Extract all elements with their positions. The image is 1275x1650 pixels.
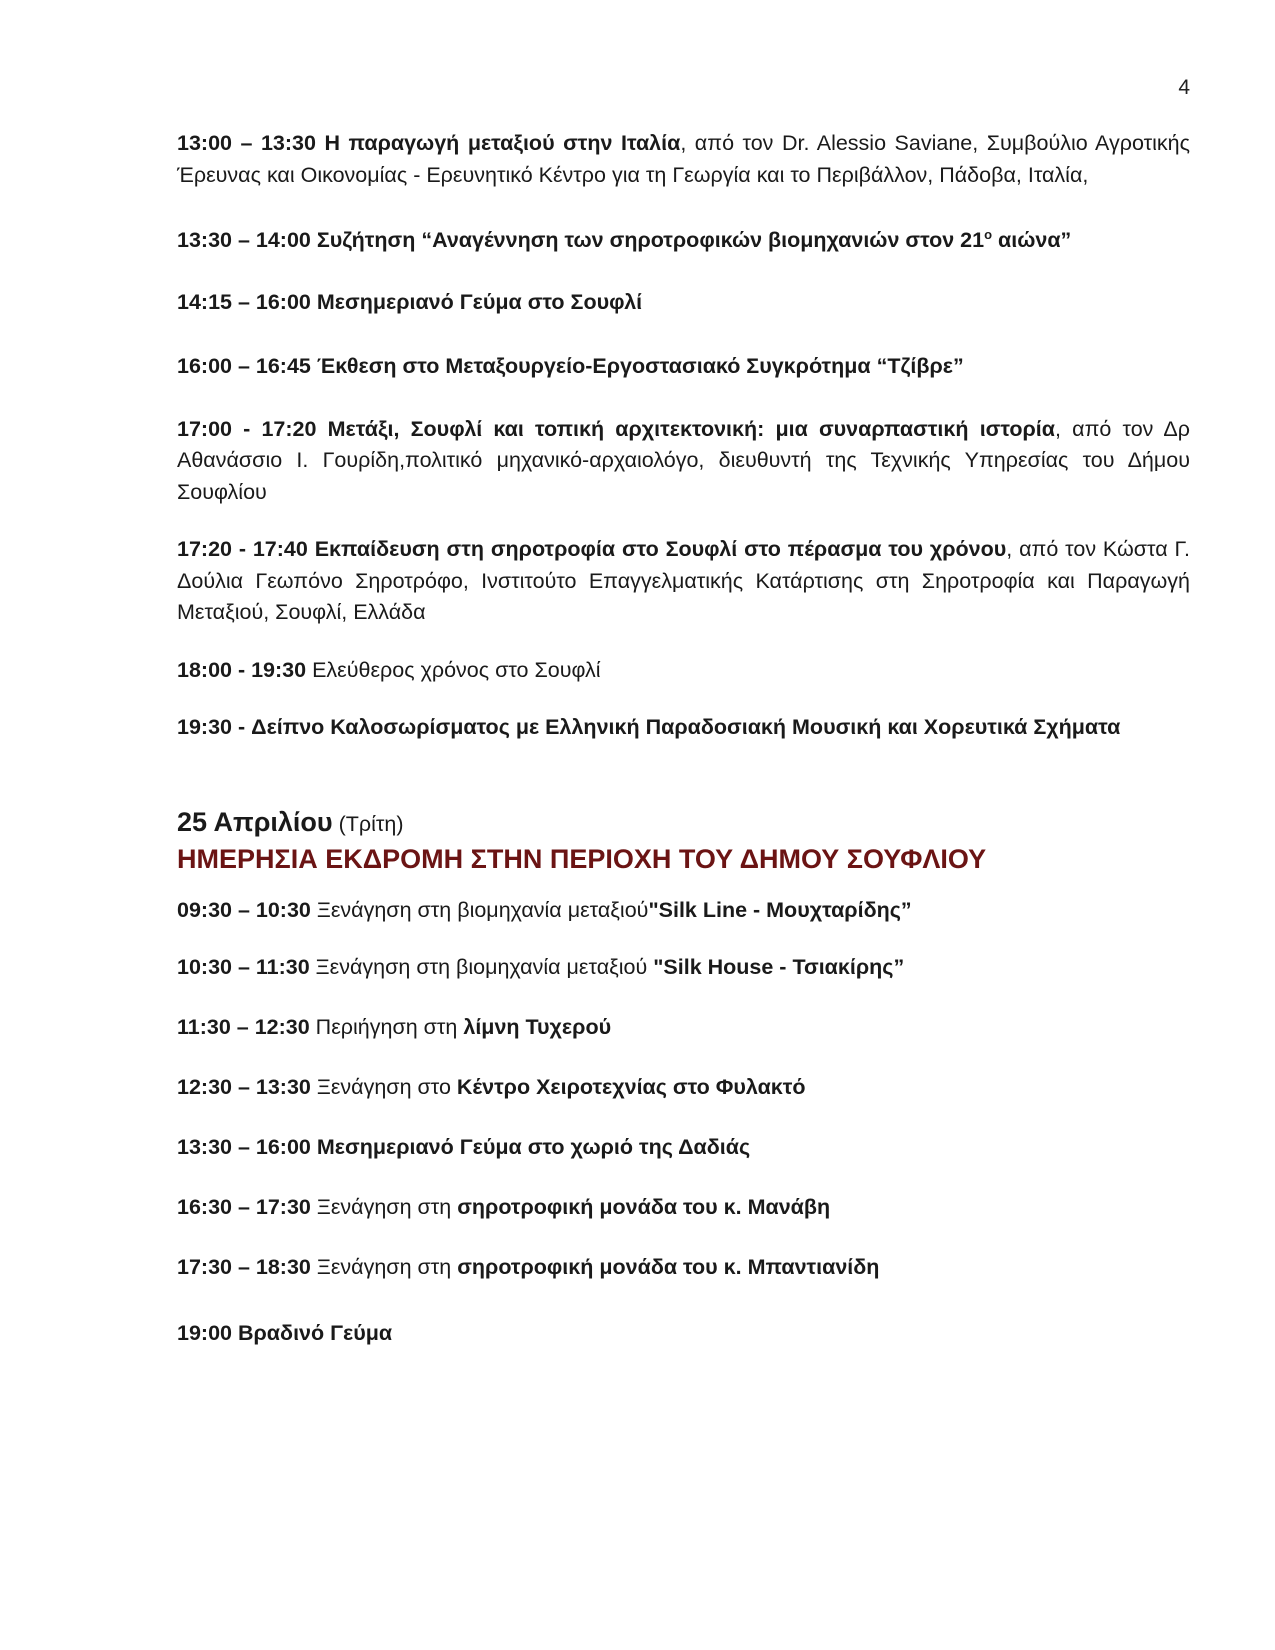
entry-time: 13:30 – 16:00 — [177, 1134, 311, 1159]
tour-entry — [177, 1072, 1190, 1103]
entry-time: 14:15 – 16:00 — [177, 289, 311, 314]
entry-highlight: Κέντρο Χειροτεχνίας στο Φυλακτό — [456, 1074, 806, 1099]
entry-details: , από τον Δρ Αθανάσσιο Ι. Γουρίδη,πολιτικό μηχανικό-αρχαιολόγο, διευθυντή της Τεχνικής Υπηρεσίας του Δήμου Σουφλίου — [177, 416, 1190, 504]
schedule-entry — [177, 712, 1190, 744]
entry-details: Ελεύθερος χρόνος στο Σουφλί — [306, 657, 601, 682]
entry-time: 16:00 – 16:45 — [177, 354, 311, 379]
entry-title: Μεσημεριανό Γεύμα στο Σουφλί — [316, 289, 643, 314]
entry-title: Η παραγωγή μεταξιού στην Ιταλία — [324, 131, 681, 155]
page-number: 4 — [1178, 76, 1190, 99]
entry-time: 12:30 – 13:30 — [177, 1074, 311, 1099]
entry-time: 10:30 – 11:30 — [177, 954, 310, 979]
entry-highlight: Μεσημεριανό Γεύμα στο χωριό της Δαδιάς — [316, 1134, 751, 1159]
entry-highlight: "Silk Line - Μουχταρίδης” — [648, 897, 912, 922]
entry-title: Δείπνο Καλοσωρίσματος με Ελληνική Παραδοσιακή Μουσική και Χορευτικά Σχήματα — [251, 715, 1121, 740]
entry-time: 11:30 – 12:30 — [177, 1014, 310, 1039]
day-date: 25 Απριλίου — [177, 806, 333, 837]
tour-entry — [177, 1012, 1190, 1043]
tour-entry — [177, 952, 1190, 983]
entry-time: 19:30 - — [177, 715, 246, 740]
superscript: ο — [984, 227, 993, 242]
entry-details: Ξενάγηση στο — [310, 1074, 457, 1099]
entry-time: 17:30 – 18:30 — [177, 1254, 311, 1279]
day-title: ΗΜΕΡΗΣΙΑ ΕΚΔΡΟΜΗ ΣΤΗΝ ΠΕΡΙΟΧΗ ΤΟΥ ΔΗΜΟΥ ΣΟΥΦΛΙΟΥ — [177, 843, 987, 874]
entry-title: Μετάξι, Σουφλί και τοπική αρχιτεκτονική: μια συναρπαστική ιστορία — [327, 416, 1055, 441]
entry-time: 16:30 – 17:30 — [177, 1194, 311, 1219]
entry-highlight: "Silk House - Τσιακίρης” — [653, 954, 905, 979]
entry-details: Ξενάγηση στη βιομηχανία μεταξιού — [310, 897, 649, 922]
schedule-entry — [177, 287, 1190, 319]
entry-time: 17:00 - 17:20 — [177, 416, 317, 441]
entry-title: Έκθεση στο Μεταξουργείο-Εργοστασιακό Συγκρότημα “Τζίβρε” — [316, 354, 964, 379]
tour-entry — [177, 1252, 1190, 1283]
tour-entry — [177, 1318, 1190, 1349]
entry-time: 18:00 - 19:30 — [177, 657, 307, 682]
entry-time: 19:00 — [177, 1320, 232, 1345]
entry-highlight: σηροτροφική μονάδα του κ. Μπαντιανίδη — [457, 1254, 880, 1279]
day-date-heading — [177, 805, 1190, 841]
entry-title: Εκπαίδευση στη σηροτροφία στο Σουφλί στο πέρασμα του χρόνου — [314, 537, 1007, 562]
entry-highlight: λίμνη Τυχερού — [463, 1014, 612, 1039]
entry-details: Περιήγηση στη — [309, 1014, 464, 1039]
day-weekday: (Τρίτη) — [338, 811, 404, 836]
entry-time: 17:20 - 17:40 — [177, 537, 308, 562]
schedule-entry — [177, 534, 1190, 629]
schedule-entry — [177, 219, 1190, 257]
entry-details: Ξενάγηση στη — [310, 1254, 458, 1279]
document-body — [177, 128, 1190, 1349]
entry-highlight: σηροτροφική μονάδα του κ. Μανάβη — [457, 1194, 831, 1219]
schedule-entry — [177, 414, 1190, 509]
schedule-entry — [177, 128, 1190, 191]
tour-entry — [177, 1192, 1190, 1223]
entry-details: , από τον Κώστα Γ. Δούλια Γεωπόνο Σηροτρόφο, Ινστιτούτο Επαγγελματικής Κατάρτισης στη Σηροτροφία και Παραγωγή Μεταξιού, Σουφλί, Ελλάδα — [177, 537, 1190, 625]
entry-title-end: αιώνα” — [992, 228, 1072, 253]
entry-time: 13:30 – 14:00 — [177, 228, 311, 253]
entry-time: 13:00 – 13:30 — [177, 131, 316, 155]
entry-details: , από τον Dr. Alessio Saviane, Συμβούλιο Αγροτικής Έρευνας και Οικονομίας - Ερευνητικό Κέντρο για τη Γεωργία και το Περιβάλλον, Πάδοβα, Ιταλία, — [177, 131, 1190, 187]
entry-details: Ξενάγηση στη — [310, 1194, 458, 1219]
entry-title: Συζήτηση “Αναγέννηση των σηροτροφικών βιομηχανιών στον 21 — [316, 228, 985, 253]
entry-details: Ξενάγηση στη βιομηχανία μεταξιού — [309, 954, 654, 979]
tour-entry — [177, 1132, 1190, 1163]
entry-time: 09:30 – 10:30 — [177, 897, 311, 922]
schedule-entry — [177, 351, 1190, 383]
tour-entry — [177, 895, 1190, 926]
schedule-entry — [177, 655, 1190, 687]
entry-highlight: Βραδινό Γεύμα — [237, 1320, 393, 1345]
